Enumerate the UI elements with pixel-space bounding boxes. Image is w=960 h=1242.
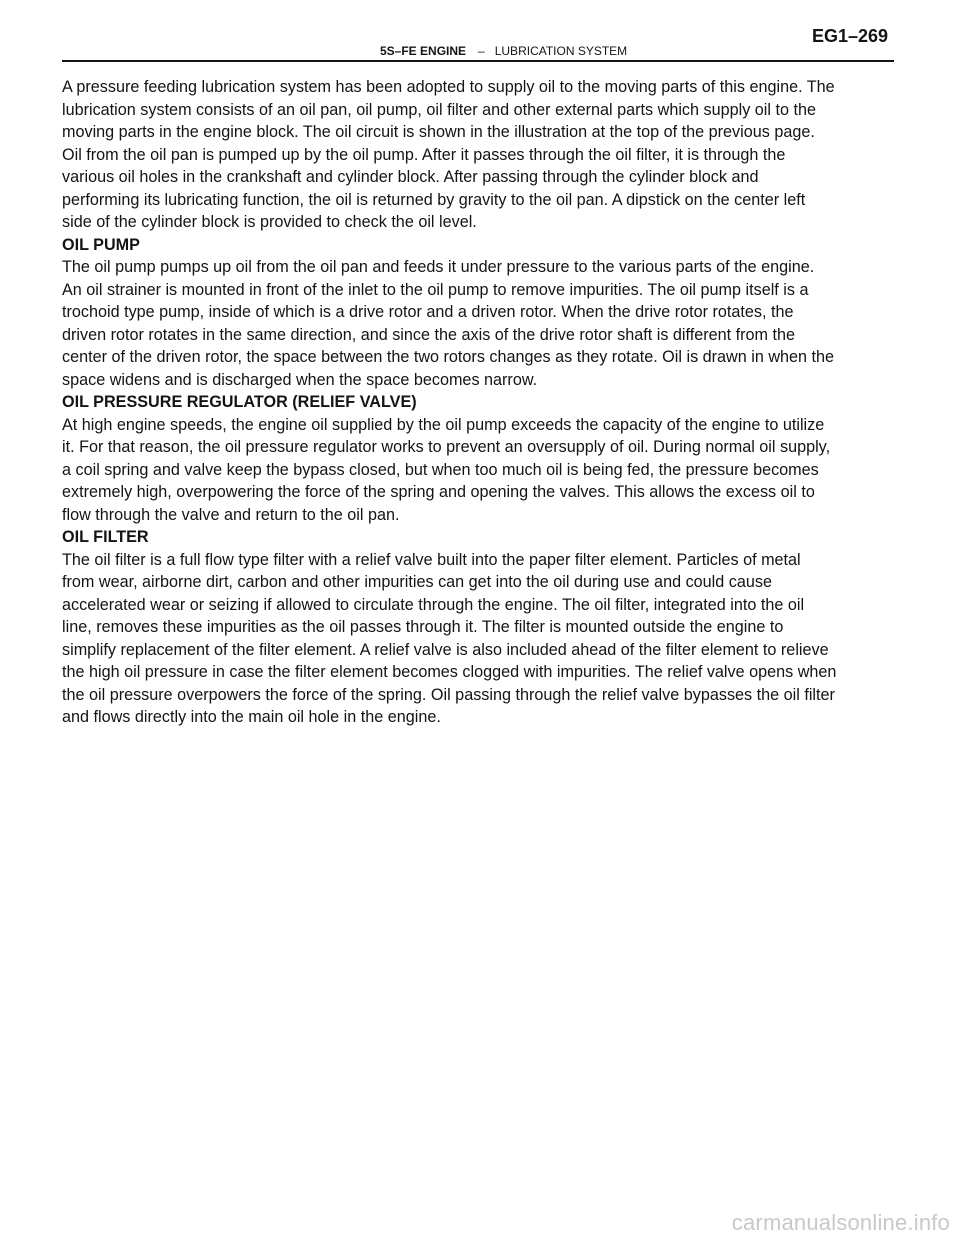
section-text-oil-pressure-regulator: At high engine speeds, the engine oil supplied by the oil pump exceeds the capacity of the engine to utilize it. For that reason, the oil pressure regulator works to prevent an oversupply of oil. During normal oil supply, a coil spring and valve keep the bypass closed, but when too much oil is being fed, the pressure becomes extremely high, overpowering the force of the spring and opening the valves. This allows the excess oil to flow through the valve and return to the oil pan.: [62, 415, 831, 524]
section-heading-oil-pressure-regulator: OIL PRESSURE REGULATOR (RELIEF VALVE): [62, 393, 417, 411]
section-text-oil-filter: The oil filter is a full flow type filter with a relief valve built into the paper filter element. Particles of metal from wear, airborne dirt, carbon and other impurities can get into the oil during use and could cause accelerated wear or seizing if allowed to circulate through the engine. The oil filter, integrated into the oil line, removes these impurities as the oil passes through it. The filter is mounted outside the engine to simplify replacement of the filter element. A relief valve is also included ahead of the filter element to relieve the high oil pressure in case the filter element becomes clogged with impurities. The relief valve opens when the oil pressure overpowers the force of the spring. Oil passing through the relief valve bypasses the oil filter and flows directly into the main oil hole in the engine.: [62, 550, 837, 726]
header-dash: –: [478, 44, 485, 58]
header-divider: [62, 60, 894, 62]
page-header: [0, 0, 960, 62]
header-section-label: LUBRICATION SYSTEM: [494, 44, 628, 58]
page-number: EG1–269: [811, 26, 888, 46]
section-heading-oil-filter: OIL FILTER: [62, 528, 149, 546]
footer-watermark: carmanualsonline.info: [731, 1210, 950, 1235]
header-engine-label: 5S–FE ENGINE: [380, 44, 467, 58]
running-header: [380, 44, 627, 58]
intro-paragraph: A pressure feeding lubrication system has been adopted to supply oil to the moving parts of this engine. The lubrication system consists of an oil pan, oil pump, oil filter and other external parts which supply oil to the moving parts in the engine block. The oil circuit is shown in the illustration at the top of the previous page. Oil from the oil pan is pumped up by the oil pump. After it passes through the oil filter, it is through the various oil holes in the crankshaft and cylinder block. After passing through the cylinder block and performing its lubricating function, the oil is returned by gravity to the oil pan. A dipstick on the center left side of the cylinder block is provided to check the oil level.: [62, 78, 835, 231]
document-body: [62, 76, 837, 729]
section-heading-oil-pump: OIL PUMP: [62, 235, 140, 254]
section-text-oil-pump: The oil pump pumps up oil from the oil pan and feeds it under pressure to the various parts of the engine. An oil strainer is mounted in front of the inlet to the oil pump to remove impurities. The oil pump itself is a trochoid type pump, inside of which is a drive rotor and a driven rotor. When the drive rotor rotates, the driven rotor rotates in the same direction, and since the axis of the drive rotor shaft is different from the center of the driven rotor, the space between the two rotors changes as they rotate. Oil is drawn in when the space widens and is discharged when the space becomes narrow.: [62, 258, 835, 389]
